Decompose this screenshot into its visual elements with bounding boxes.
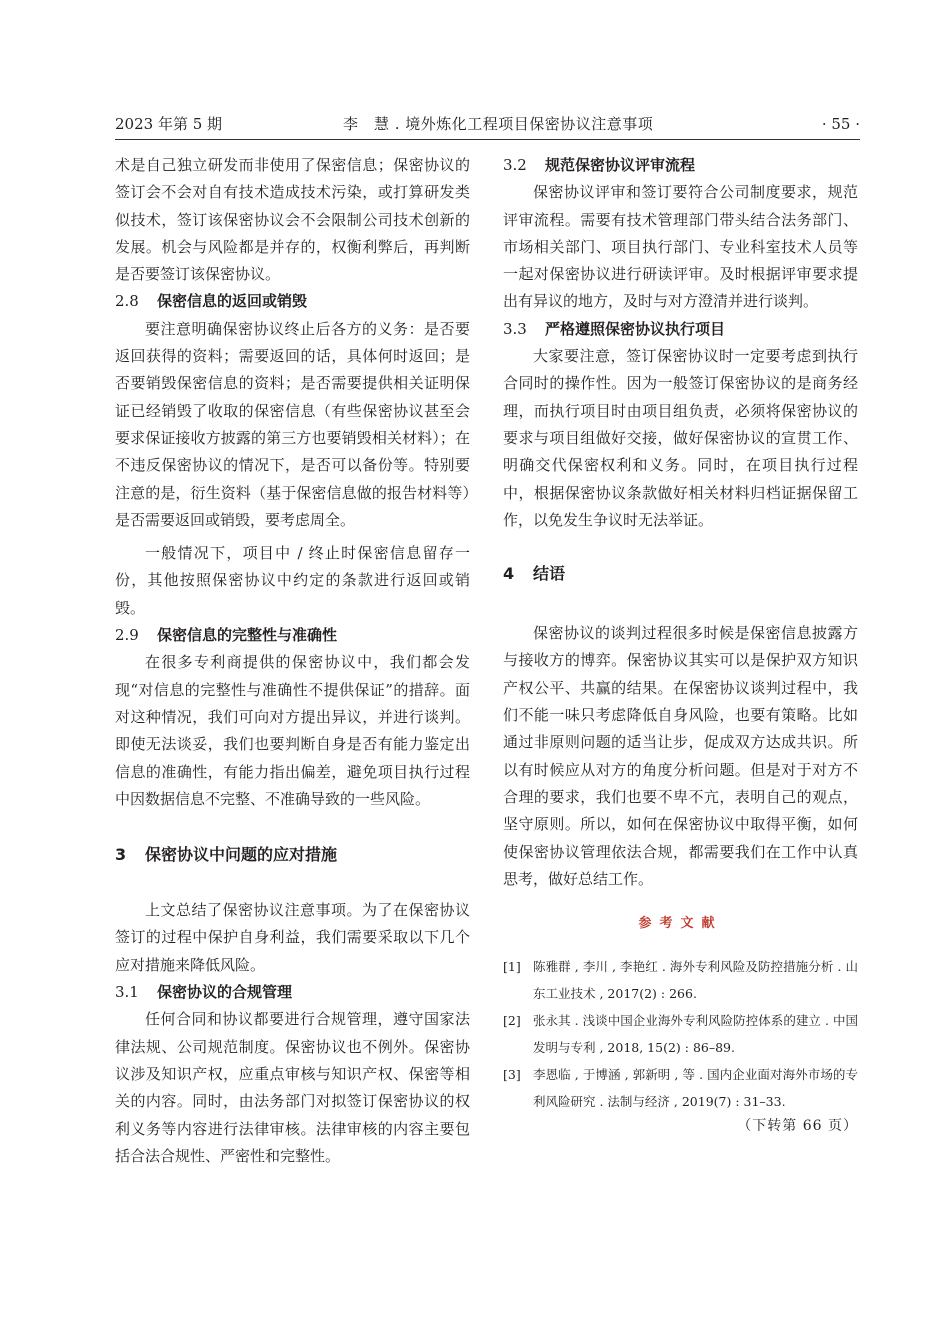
paragraph: 在很多专利商提供的保密协议中，我们都会发现“对信息的完整性与准确性不提供保证”的措辞。面对这种情况，我们可向对方提出异议，并进行谈判。即使无法谈妥，我们也要判断自身是否有能力鉴定出信息的准确性，有能力指出偏差，避免项目执行过程中因数据信息不完整、不准确导致的一些风险。 [115, 653, 470, 808]
paragraph: 要注意明确保密协议终止后各方的义务：是否要返回获得的资料；需要返回的话，具体何时返回；是否要销毁保密信息的资料；是否需要提供相关证明保证已经销毁了收取的保密信息（有些保密协议甚至会要求保证接收方披露的第三方也要销毁相关材料）；在不违反保密协议的情况下，是否可以备份等。特别要注意的是，衍生资料（基于保密信息做的报告材料等）是否需要返回或销毁，要考虑周全。 [115, 319, 470, 529]
reference-number: [2] [503, 1013, 521, 1029]
section-heading-3 [115, 843, 470, 867]
paragraph: 任何合同和协议都要进行合规管理，遵守国家法律法规、公司规范制度。保密协议也不例外。保密协议涉及知识产权，应重点审核与知识产权、保密等相关的内容。同时，由法务部门对拟签订保密协议的权利义务等内容进行法律审核。法律审核的内容主要包括合法合规性、严密性和完整性。 [115, 1010, 470, 1165]
references-title: 参考文献 [638, 916, 723, 932]
section-heading-3-1 [115, 979, 470, 1006]
reference-item [503, 953, 858, 1007]
paragraph: 保密协议的谈判过程很多时候是保密信息披露方与接收方的博弈。保密协议其实可以是保护双方知识产权公平、共赢的结果。在保密协议谈判过程中，我们不能一味只考虑降低自身风险，也要有策略。比如通过非原则问题的适当让步，促成双方达成共识。所以有时候应从对方的角度分析问题。但是对于对方不合理的要求，我们也要不卑不亢，表明自己的观点，坚守原则。所以，如何在保密协议中取得平衡，如何使保密协议管理依法合规，都需要我们在工作中认真思考，做好总结工作。 [503, 624, 858, 888]
paragraph: 上文总结了保密协议注意事项。为了在保密协议签订的过程中保护自身利益，我们需要采取以下几个应对措施来降低风险。 [115, 901, 470, 974]
reference-number: [3] [503, 1067, 521, 1083]
running-header [115, 113, 860, 135]
reference-text: 李恩临 , 于博涵 , 郭新明 , 等 . 国内企业面对海外市场的专利风险研究 . 法制与经济 , 2019(7) : 31–33. [533, 1067, 858, 1110]
section-heading-4 [503, 562, 858, 586]
reference-item [503, 1061, 858, 1115]
section-number: 4 [503, 564, 515, 584]
section-number: 3.1 [115, 983, 139, 1002]
section-title: 严格遵照保密协议执行项目 [545, 319, 726, 338]
page-number: · 55 · [821, 115, 860, 133]
section-title: 保密信息的完整性与准确性 [157, 626, 338, 645]
reference-text: 张永其 . 浅谈中国企业海外专利风险防控体系的建立 . 中国发明与专利 , 2018, 15(2) : 86–89. [533, 1013, 858, 1056]
section-heading-3-3 [503, 316, 858, 343]
reference-text: 陈雅群 , 李川 , 李艳红 . 海外专利风险及防控措施分析 . 山东工业技术 , 2017(2) : 266. [533, 959, 858, 1002]
paragraph: 大家要注意，签订保密协议时一定要考虑到执行合同时的操作性。因为一般签订保密协议的是商务经理，而执行项目时由项目组负责，必须将保密协议的要求与项目组做好交接，做好保密协议的宣贯工作、明确交代保密权利和义务。同时，在项目执行过程中，根据保密协议条款做好相关材料归档证据保留工作，以免发生争议时无法举证。 [503, 347, 858, 529]
section-title: 结语 [533, 564, 566, 584]
section-number: 2.8 [115, 292, 139, 311]
section-number: 2.9 [115, 626, 139, 645]
reference-list [503, 953, 858, 1115]
journal-issue: 2023 年第 5 期 [115, 115, 223, 133]
running-title: 李 慧 . 境外炼化工程项目保密协议注意事项 [343, 115, 654, 133]
section-heading-2-9 [115, 622, 470, 649]
left-column [115, 152, 470, 1170]
paragraph: 保密协议评审和签订要符合公司制度要求，规范评审流程。需要有技术管理部门带头结合法务部门、市场相关部门、项目执行部门、专业科室技术人员等一起对保密协议进行研读评审。及时根据评审要求提出有异议的地方，及时与对方澄清并进行谈判。 [503, 183, 858, 311]
header-rule [115, 139, 860, 140]
section-number: 3 [115, 845, 127, 865]
section-number: 3.3 [503, 319, 527, 338]
paragraph: 术是自己独立研发而非使用了保密信息；保密协议的签订会不会对自有技术造成技术污染，或打算研发类似技术，签订该保密协议会不会限制公司技术创新的发展。机会与风险都是并存的，权衡利弊后，再判断是否要签订该保密协议。 [115, 156, 470, 284]
reference-number: [1] [503, 959, 521, 975]
section-title: 保密协议中问题的应对措施 [145, 845, 338, 865]
section-heading-2-8 [115, 288, 470, 315]
section-number: 3.2 [503, 156, 527, 174]
section-title: 保密协议的合规管理 [157, 983, 293, 1002]
reference-item [503, 1007, 858, 1061]
continued-note: （下转第 66 页） [737, 1118, 858, 1135]
right-column [503, 152, 858, 1137]
section-title: 保密信息的返回或销毁 [157, 292, 308, 311]
section-heading-3-2 [503, 152, 858, 179]
section-title: 规范保密协议评审流程 [545, 156, 696, 174]
paragraph: 一般情况下，项目中 / 终止时保密信息留存一份，其他按照保密协议中约定的条款进行返回或销毁。 [115, 544, 470, 617]
